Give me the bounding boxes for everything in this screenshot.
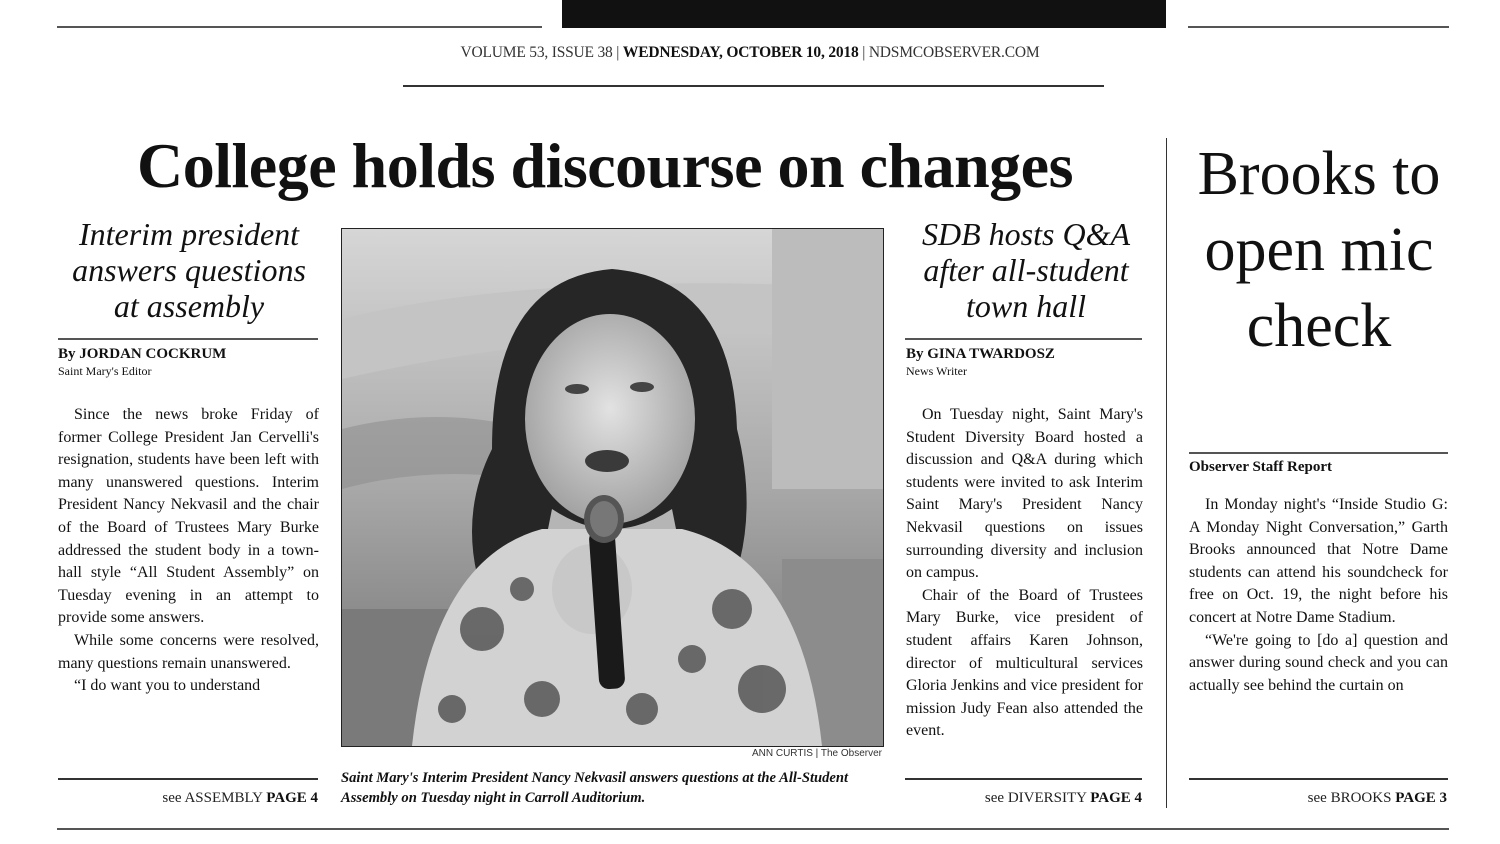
column-divider [1166,138,1167,808]
right-paragraph: Chair of the Board of Trustees Mary Burke, vice president of student affairs Karen Johnson, director of multicultural services Gloria Jenkins and vice president for mission Judy Fean also attended the event. [906,586,1143,740]
right-jump-rule [905,778,1142,780]
photo-caption: Saint Mary's Interim President Nancy Nekvasil answers questions at the All-Student Assembly on Tuesday night in Carroll Auditorium. [341,770,849,806]
left-byline: By JORDAN COCKRUM [58,346,227,362]
masthead-bar [562,0,1166,28]
jump-page-label: PAGE 3 [1395,790,1447,806]
side-byline: Observer Staff Report [1189,459,1333,475]
jump-see-label: see DIVERSITY [984,790,1087,806]
top-rule-right [1188,26,1449,28]
side-headline[interactable]: Brooks to open mic check [1197,140,1441,360]
photo-credit: ANN CURTIS | The Observer [751,748,882,759]
bottom-rule [57,828,1449,830]
left-story-body [58,404,319,764]
dateline-separator: | [616,44,620,61]
side-jump-rule [1189,778,1448,780]
website-link[interactable]: NDSMCOBSERVER.COM [868,44,1040,61]
right-paragraph: On Tuesday night, Saint Mary's Student Diversity Board hosted a discussion and Q&A during which students were invited to ask Interim Saint Mary's President Nancy Nekvasil questions on issues surrounding diversity and inclusion on campus. [906,406,1143,582]
left-byline-block [58,346,320,379]
jump-see-label: see ASSEMBLY [162,790,263,806]
left-author-role: Saint Mary's Editor [58,364,152,378]
main-headline[interactable]: College holds discourse on changes [137,130,1073,201]
right-author-role: News Writer [906,364,967,378]
issue-date: WEDNESDAY, OCTOBER 10, 2018 [622,44,859,61]
jump-page-label: PAGE 4 [1090,790,1142,806]
jump-page-label: PAGE 4 [266,790,318,806]
volume-issue: VOLUME 53, ISSUE 38 [460,44,613,61]
right-byline-block [906,346,1143,379]
right-deck-rule [905,338,1142,340]
left-jump-link[interactable] [58,790,318,807]
right-story-body [906,404,1143,768]
right-byline: By GINA TWARDOSZ [906,346,1055,362]
top-rule-left [57,26,542,28]
side-paragraph: “We're going to [do a] question and answer during sound check and you can actually see behind the curtain on [1189,631,1448,694]
dateline-separator: | [862,44,866,61]
dateline-rule [403,85,1104,87]
right-jump-link[interactable] [905,790,1142,807]
photo-image [342,229,883,746]
side-jump-link[interactable] [1189,790,1447,807]
left-paragraph: Since the news broke Friday of former College President Jan Cervelli's resignation, students have been left with many unanswered questions. Interim President Nancy Nekvasil and the chair of the Board of Trustees Mary Burke addressed the student body in a town-hall style “All Student Assembly” on Tuesday evening in an attempt to provide some answers. [58,406,319,627]
side-story-body [1189,494,1448,766]
jump-see-label: see BROOKS [1307,790,1392,806]
side-paragraph: In Monday night's “Inside Studio G: A Monday Night Conversation,” Garth Brooks announced that Notre Dame students can attend his soundcheck for free on Oct. 19, the night before his concert at Notre Dame Stadium. [1189,496,1448,626]
left-paragraph: While some concerns were resolved, many questions remain unanswered. [58,631,319,672]
left-jump-rule [58,778,318,780]
left-story-deck: Interim president answers questions at assembly [72,216,306,324]
lead-photo [341,228,884,747]
left-paragraph: “I do want you to understand [74,677,261,695]
left-deck-rule [58,338,318,340]
side-headline-rule [1189,452,1448,454]
dateline [0,44,1500,62]
right-story-deck: SDB hosts Q&A after all-student town hall [922,216,1130,324]
